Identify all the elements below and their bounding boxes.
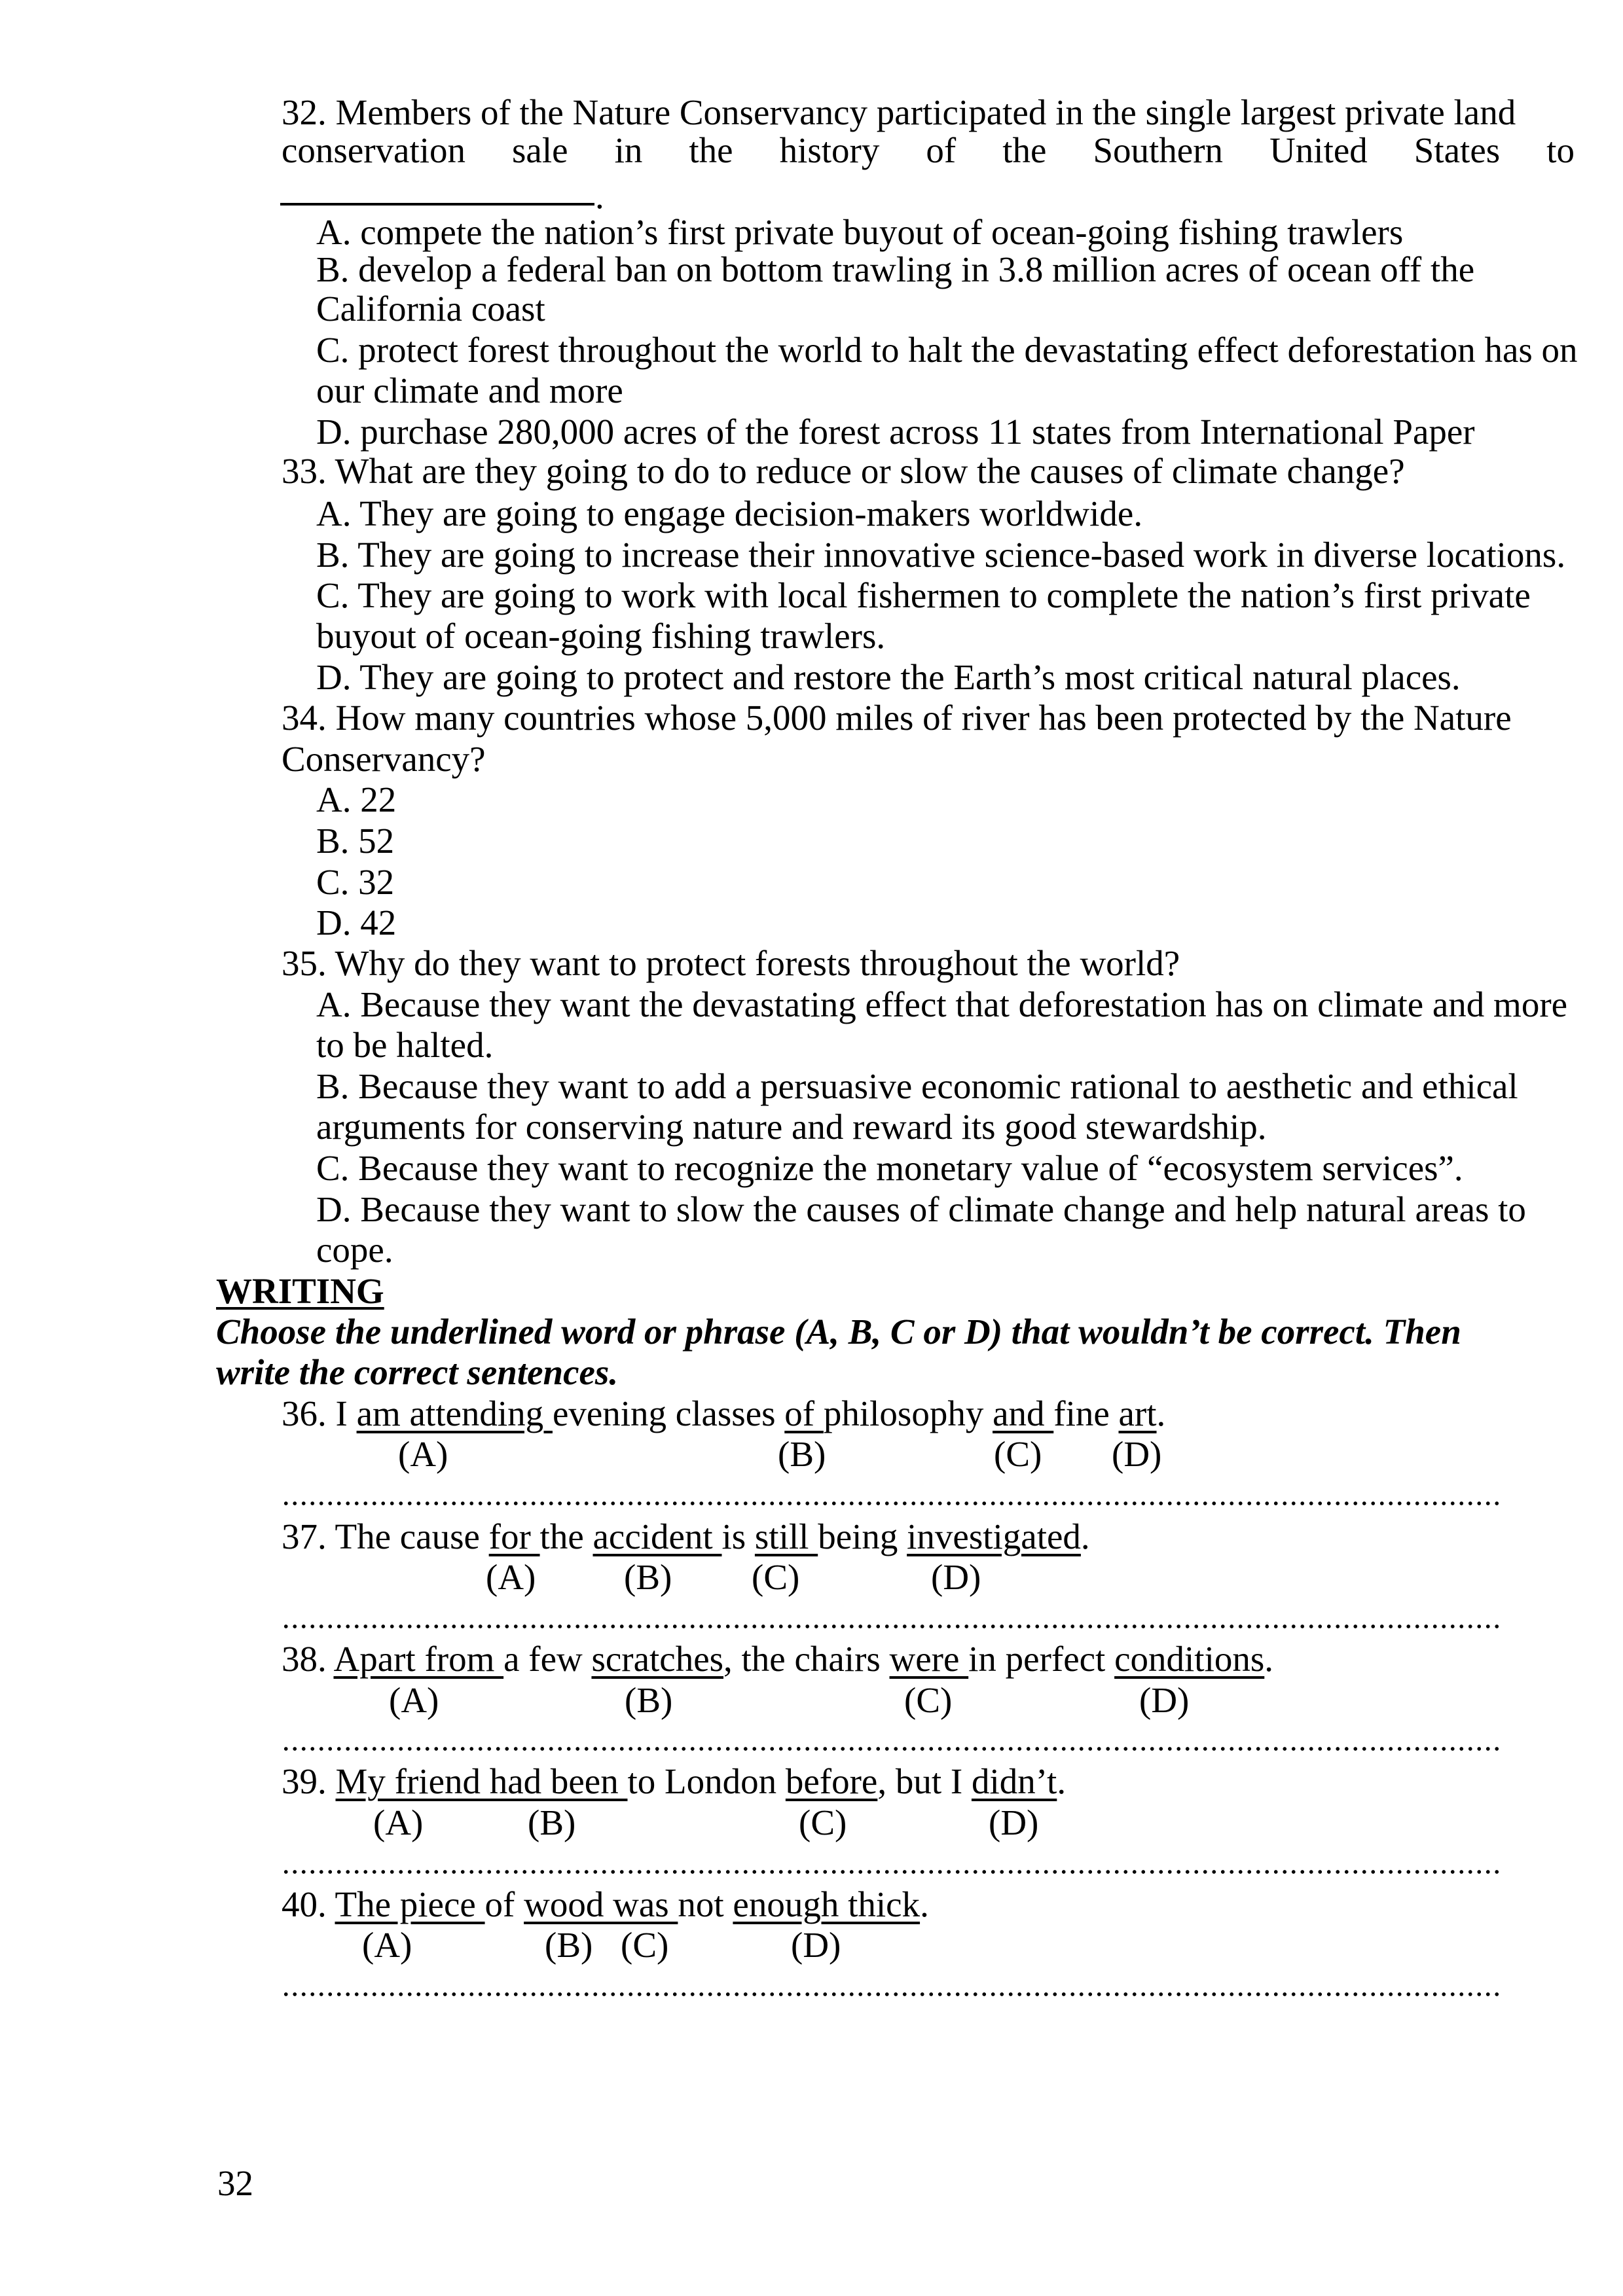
q32-option-a: A. compete the nation’s first private buyout of ocean-going fishing trawlers: [316, 212, 1404, 252]
underlined-option-c: before: [785, 1761, 878, 1801]
underlined-option-d: didn’t: [971, 1761, 1057, 1801]
word: the: [1002, 130, 1047, 170]
underlined-option-c: and: [993, 1393, 1054, 1433]
text: 37. The cause: [282, 1516, 489, 1556]
label-b: (B): [545, 1925, 593, 1965]
q32-question-line2: [282, 130, 1575, 171]
text: .: [1156, 1393, 1166, 1433]
text: .: [1057, 1761, 1067, 1801]
label-a: (A): [389, 1680, 439, 1720]
underlined-option-a: Apart from: [333, 1639, 504, 1679]
text: the: [539, 1516, 593, 1556]
q35-option-d-cont: cope.: [316, 1230, 393, 1270]
underlined-option-b: of: [784, 1393, 824, 1433]
text: 36. I: [282, 1393, 357, 1433]
label-c: (C): [799, 1803, 847, 1842]
label-d: (D): [931, 1557, 981, 1597]
text: fine: [1053, 1393, 1119, 1433]
word: United: [1269, 130, 1368, 170]
underlined-option-a: for: [488, 1516, 540, 1556]
word: the: [689, 130, 733, 170]
word: history: [779, 130, 880, 170]
text: is: [721, 1516, 755, 1556]
label-b: (B): [778, 1434, 826, 1474]
q34-option-c: C. 32: [316, 862, 395, 902]
page-number: 32: [217, 2163, 253, 2203]
q32-answer-blank[interactable]: [280, 203, 594, 206]
sentence-40: [282, 1884, 929, 1925]
word: in: [614, 130, 643, 170]
answer-line-36[interactable]: [282, 1501, 1503, 1505]
section-heading-writing: WRITING: [216, 1271, 384, 1311]
word: Southern: [1093, 130, 1224, 170]
q33-option-d: D. They are going to protect and restore the Earth’s most critical natural places.: [316, 657, 1461, 697]
text: 38.: [282, 1639, 334, 1679]
underlined-option-d: conditions: [1114, 1639, 1265, 1679]
label-c: (C): [752, 1557, 800, 1597]
answer-line-40[interactable]: [282, 1992, 1503, 1996]
q32-option-d: D. purchase 280,000 acres of the forest across 11 states from International Paper: [316, 412, 1475, 452]
label-b: (B): [624, 1557, 672, 1597]
sentence-37: [282, 1516, 1090, 1557]
label-d: (D): [1112, 1434, 1162, 1474]
label-b: (B): [528, 1803, 576, 1842]
q33-option-c-cont: buyout of ocean-going fishing trawlers.: [316, 616, 886, 656]
word: States: [1413, 130, 1501, 170]
label-a: (A): [398, 1434, 448, 1474]
label-d: (D): [989, 1803, 1039, 1842]
underlined-option-c: were: [889, 1639, 969, 1679]
answer-line-39[interactable]: [282, 1870, 1503, 1874]
q34-question: 34. How many countries whose 5,000 miles of river has been protected by the Nature: [282, 698, 1512, 738]
label-c: (C): [904, 1680, 953, 1720]
answer-line-37[interactable]: [282, 1624, 1503, 1628]
text: 40.: [282, 1884, 335, 1924]
word: sale: [512, 130, 568, 170]
writing-instructions: Choose the underlined word or phrase (A, B, C or D) that wouldn’t be correct. Then write the correct sentences.: [216, 1312, 1461, 1392]
text: evening classes: [552, 1393, 785, 1433]
q34-option-d: D. 42: [316, 903, 397, 942]
q35-option-a: A. Because they want the devastating effect that deforestation has on climate and more: [316, 984, 1568, 1024]
label-b: (B): [625, 1680, 673, 1720]
label-a: (A): [486, 1557, 536, 1597]
text: .: [920, 1884, 929, 1924]
word: to: [1546, 130, 1575, 170]
label-c: (C): [621, 1925, 669, 1965]
q34-option-a: A. 22: [316, 780, 397, 819]
q35-question: 35. Why do they want to protect forests throughout the world?: [282, 943, 1180, 983]
q33-option-c: C. They are going to work with local fishermen to complete the nation’s first private: [316, 575, 1531, 615]
text: , the chairs: [723, 1639, 890, 1679]
underlined-option-d: enough thick: [733, 1884, 921, 1924]
word: of: [926, 130, 957, 170]
label-c: (C): [994, 1434, 1042, 1474]
q35-option-c: C. Because they want to recognize the monetary value of “ecosystem services”.: [316, 1148, 1463, 1188]
q32-option-b: B. develop a federal ban on bottom trawling in 3.8 million acres of ocean off the: [316, 249, 1475, 289]
q35-option-a-cont: to be halted.: [316, 1025, 494, 1065]
text: of: [484, 1884, 524, 1924]
text: .: [1264, 1639, 1274, 1679]
text: , but I: [877, 1761, 972, 1801]
underlined-option-b-c: wood was: [524, 1884, 678, 1924]
text: philosophy: [823, 1393, 993, 1433]
underlined-option-d: investigated: [907, 1516, 1081, 1556]
q34-question-cont: Conservancy?: [282, 739, 486, 779]
underlined-option-a: The piece: [335, 1884, 485, 1924]
underlined-option-d: art: [1118, 1393, 1157, 1433]
q33-question: 33. What are they going to do to reduce or slow the causes of climate change?: [282, 451, 1405, 491]
word: conservation: [282, 130, 466, 170]
text: to London: [627, 1761, 786, 1801]
answer-line-38[interactable]: [282, 1747, 1503, 1751]
sentence-39: [282, 1761, 1066, 1802]
text: .: [1080, 1516, 1090, 1556]
underlined-option-b: accident: [593, 1516, 722, 1556]
q34-option-b: B. 52: [316, 821, 395, 861]
label-d: (D): [1139, 1680, 1190, 1720]
text: being: [818, 1516, 907, 1556]
label-a: (A): [362, 1925, 412, 1965]
q33-option-a: A. They are going to engage decision-makers worldwide.: [316, 493, 1143, 533]
label-d: (D): [791, 1925, 841, 1965]
label-a: (A): [373, 1803, 424, 1842]
text: a few: [503, 1639, 592, 1679]
underlined-option-a-b: My friend had been: [335, 1761, 628, 1801]
q32-question-line1: 32. Members of the Nature Conservancy participated in the single largest private land: [282, 92, 1516, 132]
q32-option-c-cont: our climate and more: [316, 370, 623, 410]
sentence-36: [282, 1393, 1165, 1434]
q35-option-b-cont: arguments for conserving nature and reward its good stewardship.: [316, 1107, 1267, 1147]
text: 39.: [282, 1761, 336, 1801]
sentence-38: [282, 1639, 1273, 1679]
underlined-option-c: still: [754, 1516, 818, 1556]
text: not: [678, 1884, 733, 1924]
q32-option-b-cont: California coast: [316, 289, 545, 329]
q32-option-c: C. protect forest throughout the world to halt the devastating effect deforestation has on: [316, 330, 1578, 370]
text: in perfect: [968, 1639, 1115, 1679]
q33-option-b: B. They are going to increase their innovative science-based work in diverse locations.: [316, 535, 1566, 575]
underlined-option-a: am attending: [356, 1393, 553, 1433]
q32-blank-period: .: [595, 176, 604, 216]
underlined-option-b: scratches: [591, 1639, 724, 1679]
q35-option-d: D. Because they want to slow the causes of climate change and help natural areas to: [316, 1189, 1526, 1229]
q35-option-b: B. Because they want to add a persuasive economic rational to aesthetic and ethical: [316, 1066, 1518, 1106]
